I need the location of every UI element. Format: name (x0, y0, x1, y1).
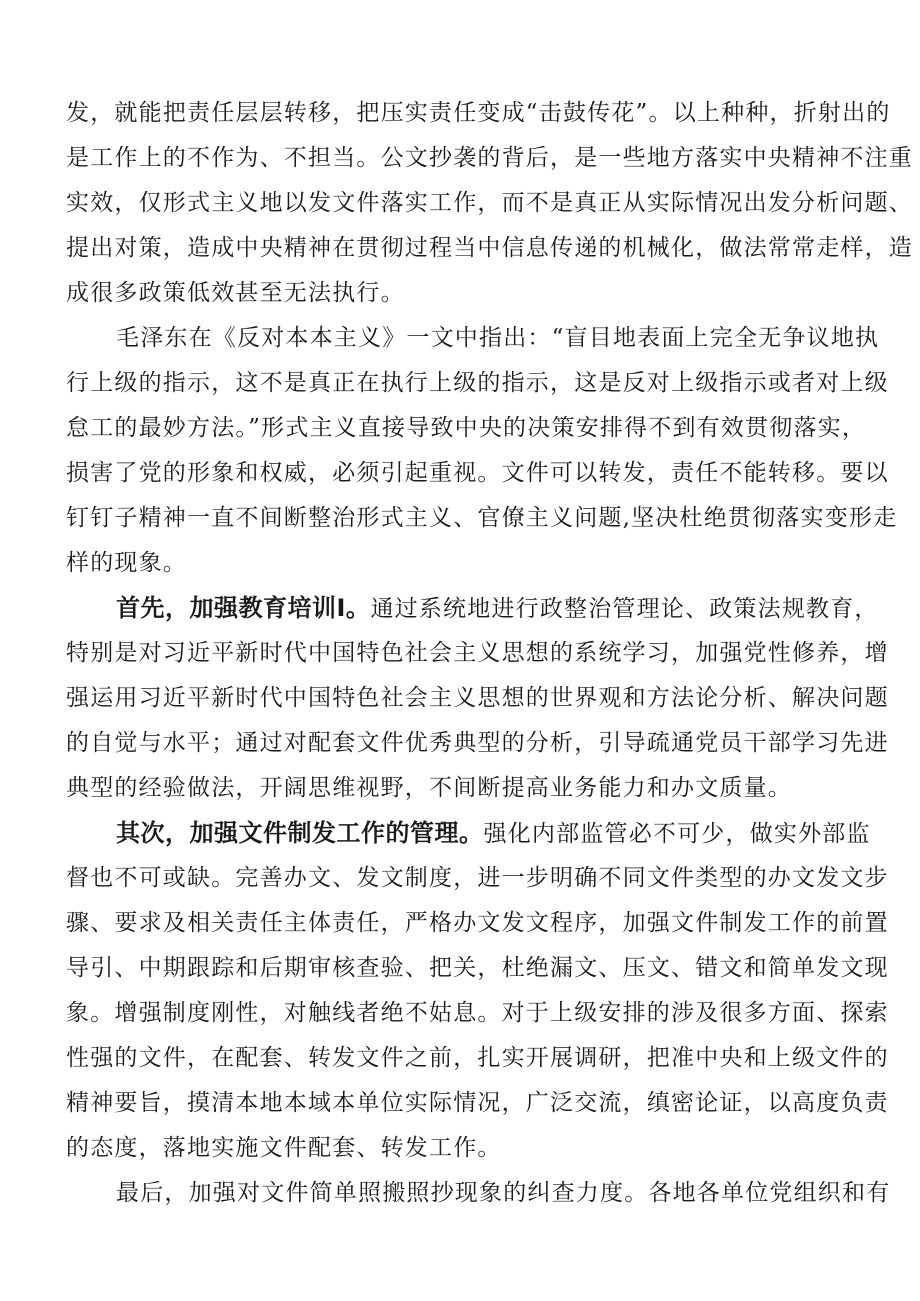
paragraph-line: 实效，仅形式主义地以发文件落实工作，而不是真正从实际情况出发分析问题、 (66, 190, 913, 216)
paragraph-text: 通过系统地进行政整治管理论、政策法规教育， (370, 596, 879, 622)
paragraph-line: 毛泽东在《反对本本主义》一文中指出：“盲目地表面上完全无争议地执 (116, 325, 880, 351)
paragraph-line: 强运用习近平新时代中国特色社会主义思想的世界观和方法论分析、解决问题 (66, 685, 889, 711)
paragraph-line: 督也不可或缺。完善办文、发文制度，进一步明确不同文件类型的办文发文步 (66, 865, 889, 891)
paragraph-line: 的自觉与水平；通过对配套文件优秀典型的分析，引导疏通党员干部学习先进 (66, 730, 889, 756)
paragraph-line: 导引、中期跟踪和后期审核查验、把关，杜绝漏文、压文、错文和简单发文现 (66, 955, 889, 981)
paragraph-line: 典型的经验做法，开阔思维视野，不间断提高业务能力和办文质量。 (66, 775, 792, 801)
paragraph-line: 钉钉子精神一直不间断整治形式主义、官僚主义问题,坚决杜绝贯彻落实变形走 (66, 505, 898, 531)
paragraph-line: 性强的文件，在配套、转发文件之前，扎实开展调研，把准中央和上级文件的 (66, 1045, 889, 1071)
paragraph-text: 强化内部监管必不可少，做实外部监 (483, 821, 871, 847)
paragraph-line: 损害了党的形象和权威，必须引起重视。文件可以转发，责任不能转移。要以 (66, 460, 889, 486)
paragraph-line: 的态度，落地实施文件配套、转发工作。 (66, 1135, 502, 1161)
paragraph-line: 行上级的指示，这不是真正在执行上级的指示，这是反对上级指示或者对上级 (66, 370, 889, 396)
paragraph-line (116, 818, 871, 849)
paragraph-line: 成很多政策低效甚至无法执行。 (66, 280, 405, 306)
paragraph-line: 是工作上的不作为、不担当。公文抄袭的背后，是一些地方落实中央精神不注重 (66, 145, 913, 171)
section-heading: 其次，加强文件制发工作的管理。 (116, 819, 484, 847)
paragraph-line: 特别是对习近平新时代中国特色社会主义思想的系统学习，加强党性修养，增 (66, 640, 889, 666)
paragraph-line: 发，就能把责任层层转移，把压实责任变成“击鼓传花”。以上种种，折射出的 (66, 100, 891, 126)
paragraph-line: 精神要旨，摸清本地本域本单位实际情况，广泛交流，缜密论证，以高度负责 (66, 1090, 889, 1116)
paragraph-line: 提出对策，造成中央精神在贯彻过程当中信息传递的机械化，做法常常走样，造 (66, 235, 913, 261)
paragraph-line: 象。增强制度刚性，对触线者绝不姑息。对于上级安排的涉及很多方面、探索 (66, 1000, 889, 1026)
paragraph-line: 怠工的最妙方法。”形式主义直接导致中央的决策安排得不到有效贯彻落实， (66, 415, 867, 441)
paragraph-line: 骤、要求及相关责任主体责任，严格办文发文程序，加强文件制发工作的前置 (66, 910, 889, 936)
paragraph-line (116, 593, 879, 624)
paragraph-line: 最后，加强对文件简单照搬照抄现象的纠查力度。各地各单位党组织和有 (116, 1180, 891, 1206)
section-heading: 首先，加强教育培训I。 (116, 594, 371, 622)
paragraph-line: 样的现象。 (66, 550, 187, 576)
